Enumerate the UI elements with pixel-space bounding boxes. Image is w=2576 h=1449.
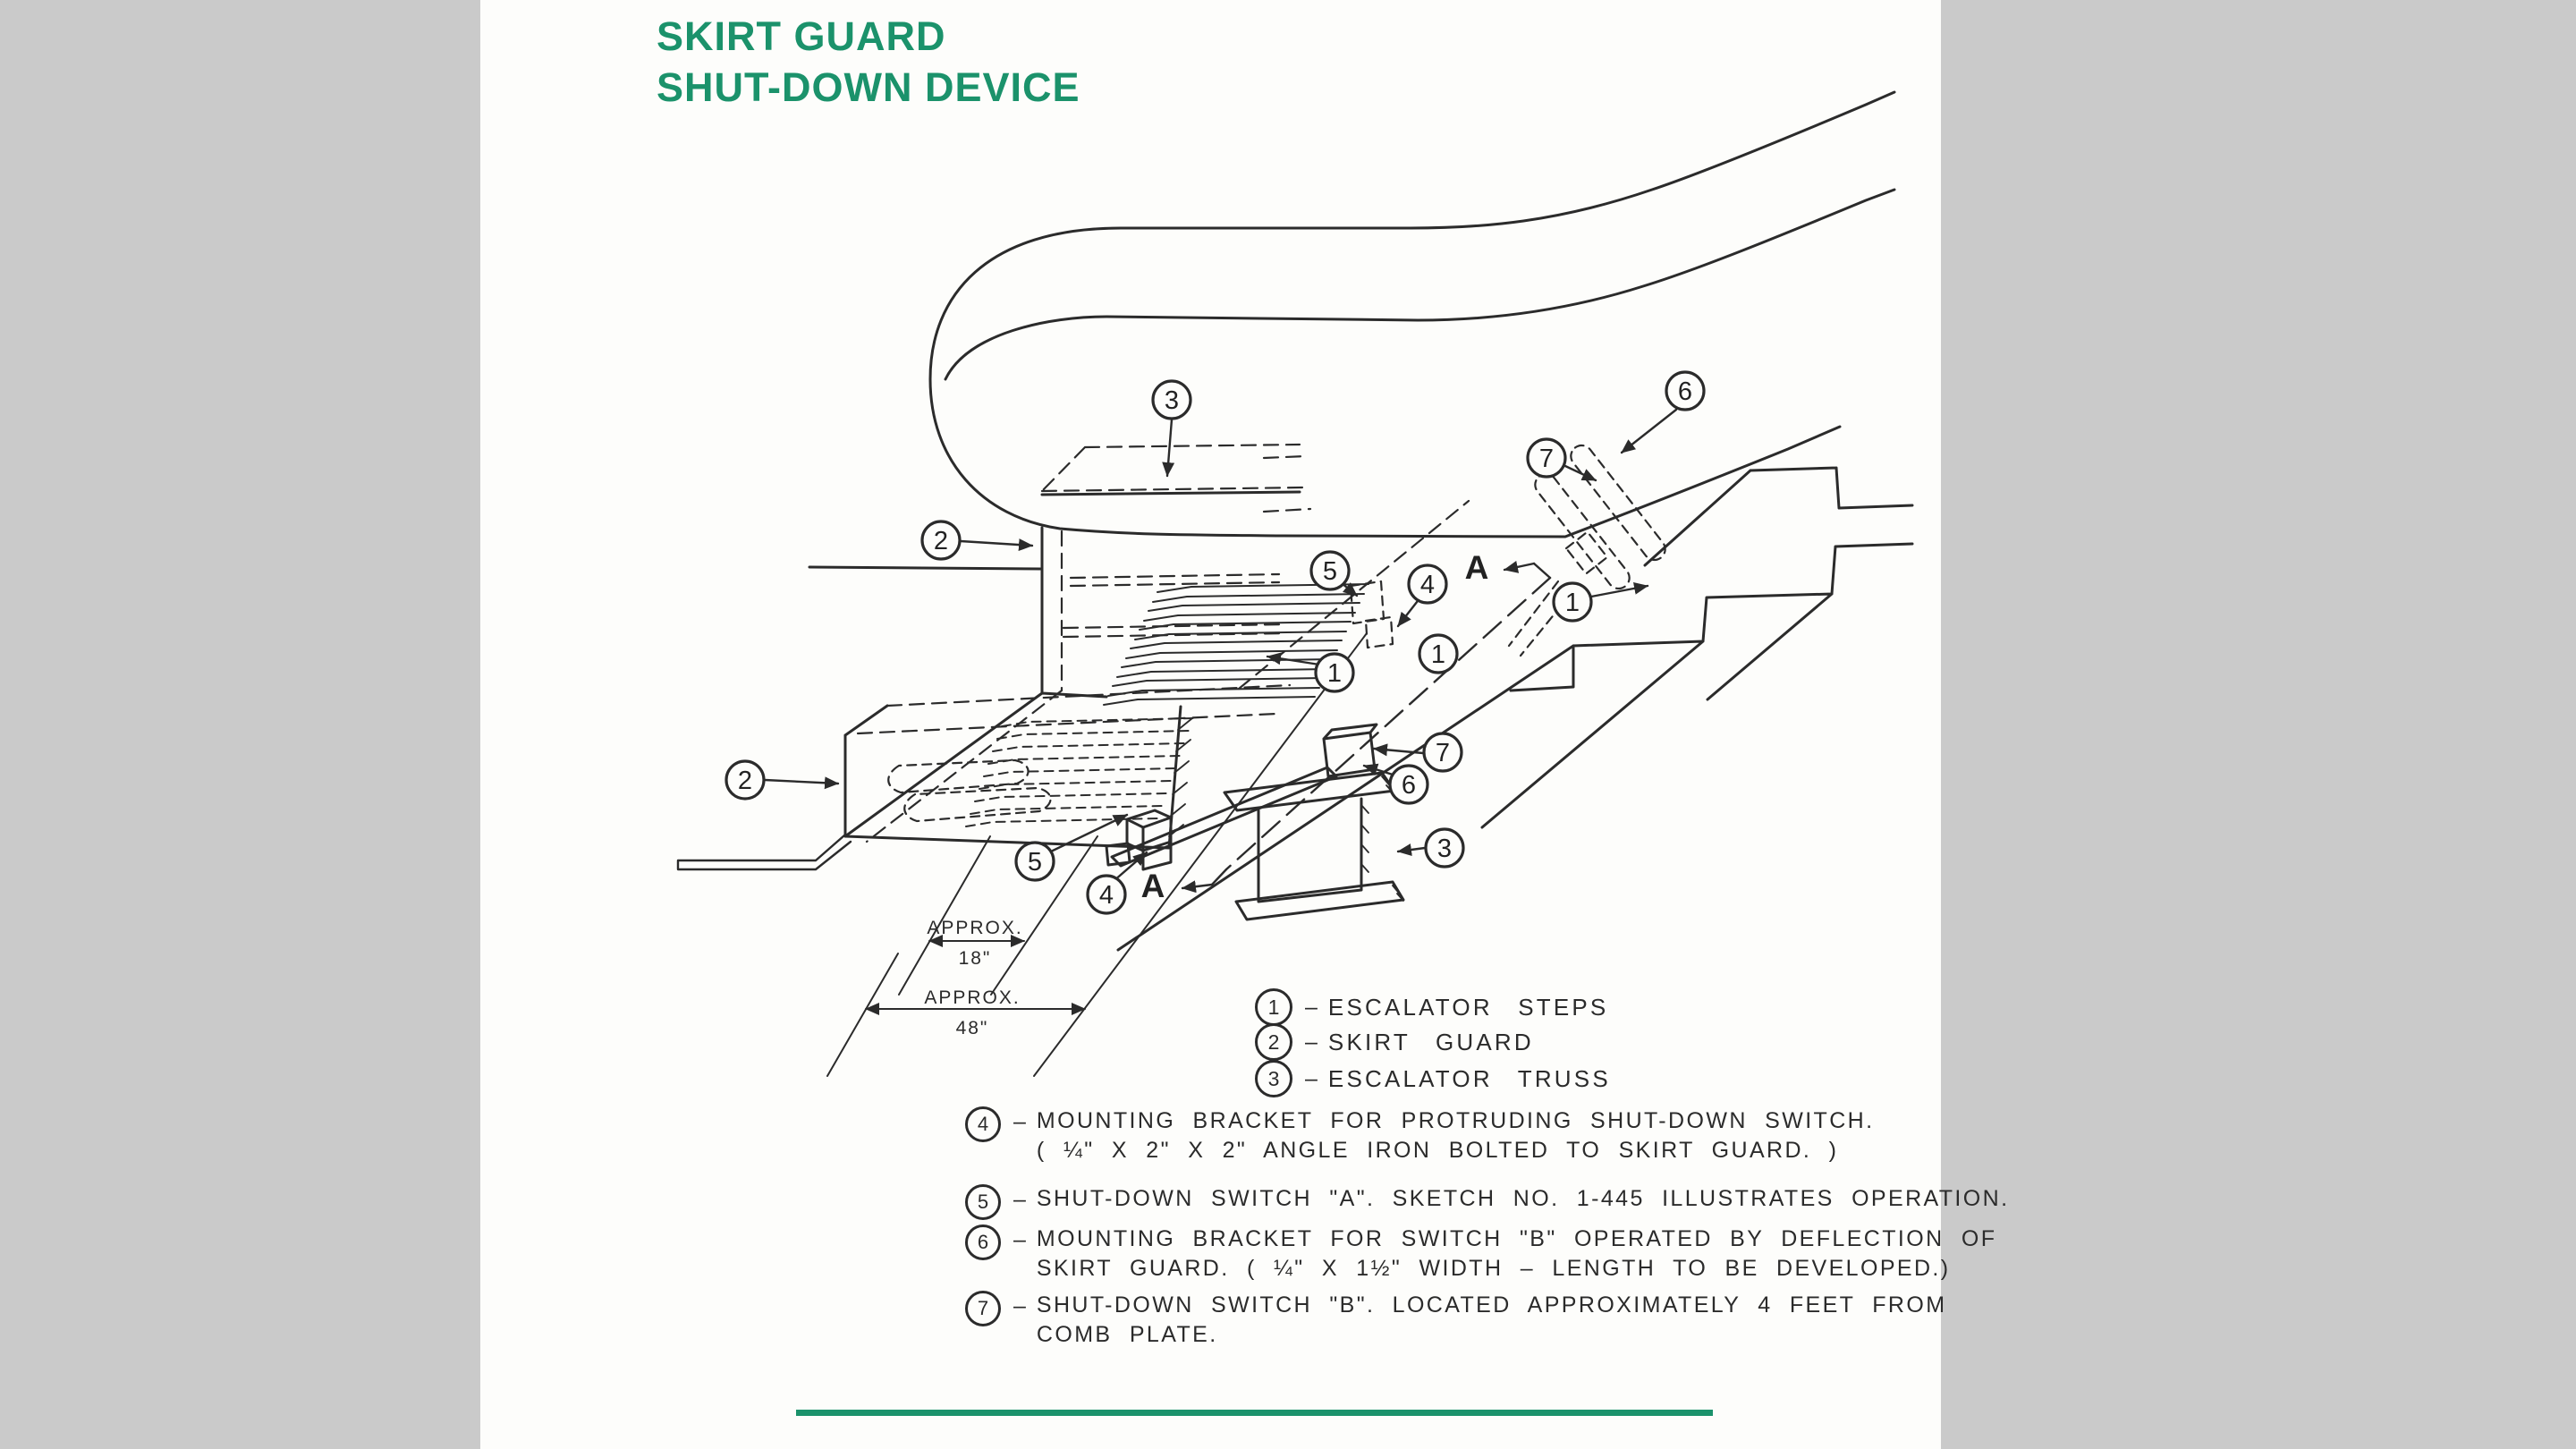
callout-escalator-truss-bottom (1426, 829, 1463, 867)
left-margin (0, 0, 480, 1449)
callout-switch-a-top (1311, 552, 1349, 589)
legend-text-block (1037, 1224, 1997, 1284)
callout-switch-a-bottom (1016, 843, 1054, 880)
step-nose-hidden (888, 760, 1050, 821)
legend-dash: – (1013, 1227, 1026, 1252)
legend-line: COMB PLATE. (1036, 1322, 1218, 1347)
callout-steps-comb (1316, 654, 1353, 691)
svg-text:6: 6 (1677, 377, 1693, 406)
switch-a-bracket-hidden (1351, 581, 1393, 648)
svg-text:4: 4 (1098, 881, 1114, 910)
svg-text:5: 5 (1027, 848, 1043, 877)
svg-text:3: 3 (1436, 835, 1453, 863)
section-label-bottom: A (1140, 868, 1165, 904)
legend-dash: – (1305, 1065, 1318, 1091)
callout-switch-b-top (1528, 439, 1565, 477)
legend-text: ESCALATOR STEPS (1327, 993, 1609, 1021)
bottom-rule (796, 1410, 1713, 1416)
switch-b-bracket (1106, 724, 1377, 866)
svg-text:7: 7 (1435, 739, 1451, 767)
legend-item-escalator-steps (1255, 988, 1608, 1026)
legend-item-skirt-guard (1255, 1023, 1534, 1061)
skirt-guard-panels (678, 445, 1469, 869)
callout-bracket-a-top (1409, 565, 1446, 603)
legend-item-mounting-bracket-b (965, 1224, 1996, 1284)
legend-line: MOUNTING BRACKET FOR SWITCH "B" OPERATED BY DEFLECTION OF (1036, 1226, 1997, 1251)
svg-text:7: 7 (1538, 445, 1555, 473)
legend-number-6: 6 (965, 1224, 1001, 1260)
svg-text:1: 1 (1564, 589, 1580, 617)
svg-text:3: 3 (1164, 386, 1180, 415)
dim-18-value: 18" (958, 948, 992, 969)
callout-leaders (765, 410, 1676, 881)
callout-skirt-guard-bottom (726, 761, 764, 799)
title-line-1: SKIRT GUARD (657, 13, 946, 59)
callout-steps-right (1554, 583, 1591, 621)
legend-text-block (1037, 1291, 1947, 1350)
callout-bracket-a-bottom (1088, 876, 1125, 913)
legend-dash: – (1013, 1293, 1026, 1318)
legend-text: ESCALATOR TRUSS (1327, 1064, 1611, 1092)
legend-dash: – (1305, 1029, 1318, 1055)
switch-b-bracket-hidden (1509, 441, 1669, 656)
svg-text:1: 1 (1326, 659, 1343, 688)
legend-line: MOUNTING BRACKET FOR PROTRUDING SHUT-DOWN SWITCH. (1036, 1108, 1875, 1133)
callout-switch-b-mid (1424, 733, 1462, 771)
svg-text:2: 2 (933, 527, 949, 555)
legend-line: SHUT-DOWN SWITCH "A". SKETCH NO. 1-445 ILLUSTRATES OPERATION. (1036, 1186, 2010, 1211)
legend-line: SHUT-DOWN SWITCH "B". LOCATED APPROXIMATELY 4 FEET FROM (1036, 1292, 1947, 1318)
svg-text:1: 1 (1430, 640, 1446, 669)
callout-steps-band (1419, 635, 1457, 673)
comb-teeth-hidden (966, 718, 1194, 826)
svg-text:5: 5 (1322, 557, 1338, 586)
legend-number-2: 2 (1255, 1023, 1292, 1061)
document-page (480, 0, 2010, 1449)
escalator-steps (1118, 468, 1912, 950)
dim-48-value: 48" (955, 1018, 989, 1038)
dim-48-label: APPROX. (924, 987, 1021, 1008)
right-margin (1941, 0, 2576, 1449)
dim-18-label: APPROX. (927, 918, 1023, 938)
legend-dash: – (1013, 1187, 1026, 1212)
callout-escalator-truss-top (1153, 381, 1191, 419)
comb-plate (845, 584, 1368, 848)
section-label-top: A (1464, 549, 1489, 586)
legend-dash: – (1013, 1109, 1026, 1134)
legend-text: SKIRT GUARD (1327, 1028, 1534, 1055)
legend-number-4: 4 (965, 1106, 1001, 1142)
legend-number-7: 7 (965, 1291, 1001, 1326)
title-line-2: SHUT-DOWN DEVICE (657, 64, 1080, 110)
svg-text:4: 4 (1419, 571, 1436, 599)
legend-item-switch-a (965, 1184, 2009, 1220)
legend-item-escalator-truss (1255, 1060, 1611, 1097)
svg-text:6: 6 (1401, 771, 1417, 800)
legend-number-5: 5 (965, 1184, 1001, 1220)
legend-item-mounting-bracket-a (965, 1106, 1874, 1165)
svg-text:2: 2 (737, 767, 753, 795)
legend-text-block (1037, 1184, 2010, 1214)
legend-text-block (1037, 1106, 1875, 1165)
legend-dash: – (1305, 994, 1318, 1020)
legend-item-switch-b (965, 1291, 1946, 1350)
legend-number-1: 1 (1255, 988, 1292, 1026)
callout-skirt-guard-top (922, 521, 960, 559)
legend-line: ( ¼" X 2" X 2" ANGLE IRON BOLTED TO SKIRT GUARD. ) (1036, 1138, 1839, 1163)
legend-number-3: 3 (1255, 1060, 1292, 1097)
legend-line: SKIRT GUARD. ( ¼" X 1½" WIDTH – LENGTH TO BE DEVELOPED.) (1036, 1256, 1951, 1281)
callout-bracket-b-mid (1390, 766, 1428, 803)
callout-bracket-b-top (1666, 372, 1704, 410)
